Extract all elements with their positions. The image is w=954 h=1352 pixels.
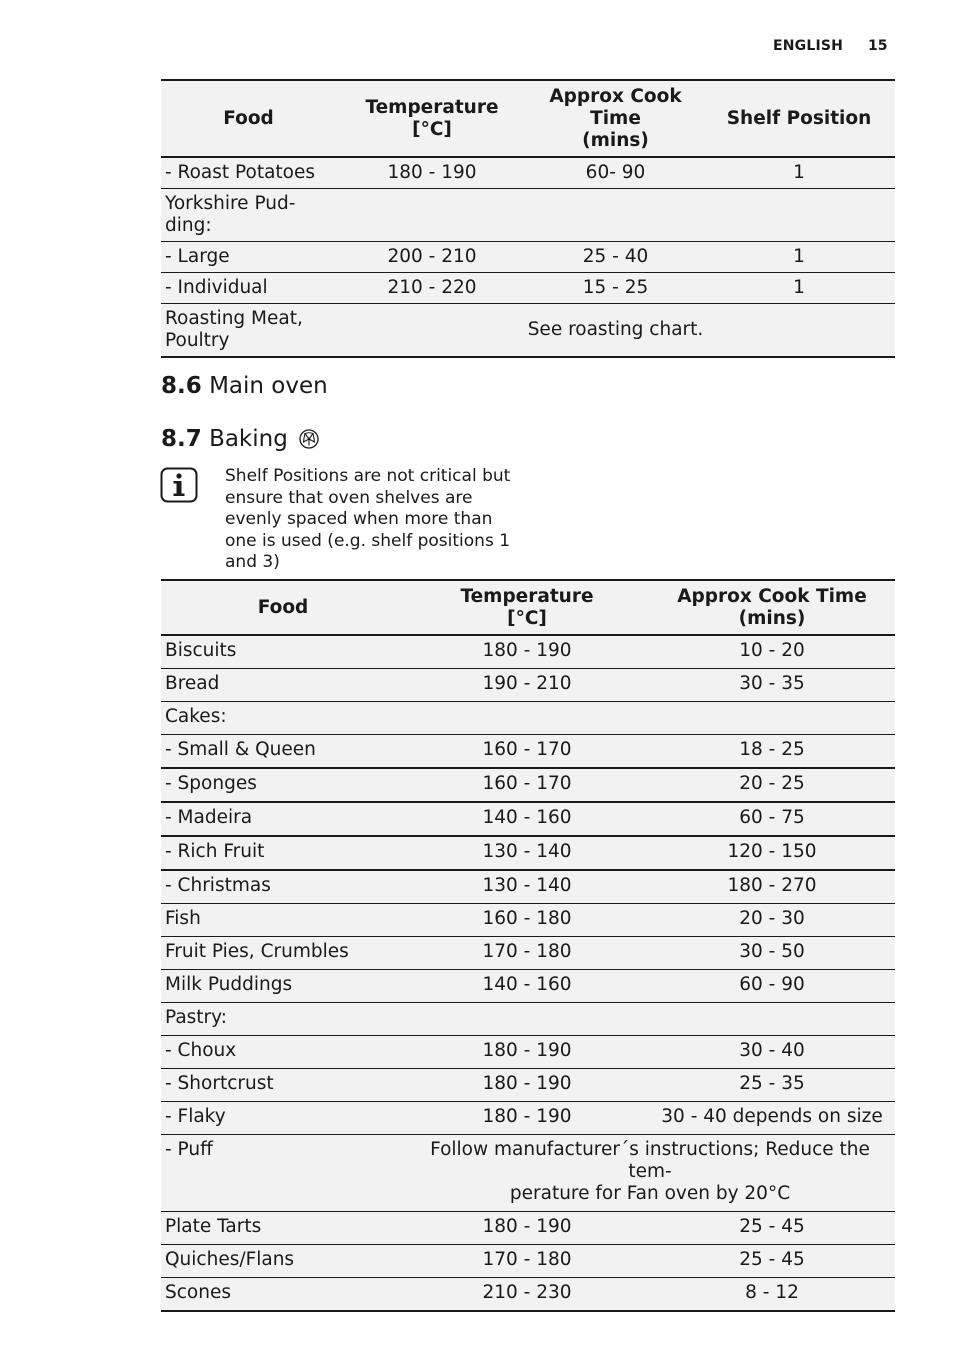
puff-instructions-line1: Follow manufacturer´s instructions; Reduce the tem- bbox=[430, 1139, 870, 1182]
food-cell: - Puff bbox=[161, 1135, 405, 1212]
header-temperature-line2: [°C] bbox=[507, 607, 547, 629]
temperature-cell bbox=[336, 189, 528, 242]
section-heading-main-oven bbox=[161, 371, 328, 401]
header-page-number: 15 bbox=[868, 38, 888, 54]
time-cell: 60 - 90 bbox=[649, 970, 895, 1003]
puff-instructions-line2: perature for Fan oven by 20°C bbox=[509, 1183, 791, 1204]
header-food: Food bbox=[161, 580, 405, 635]
table-row bbox=[161, 735, 895, 769]
header-temperature-line1: Temperature bbox=[365, 96, 499, 118]
table-row bbox=[161, 1135, 895, 1212]
temperature-cell bbox=[405, 702, 649, 735]
time-cell: 10 - 20 bbox=[649, 635, 895, 669]
time-cell bbox=[649, 702, 895, 735]
temperature-cell: 170 - 180 bbox=[405, 1245, 649, 1278]
table-row bbox=[161, 904, 895, 937]
time-cell bbox=[649, 1003, 895, 1036]
header-cook-time bbox=[649, 580, 895, 635]
header-cook-time-line2: (mins) bbox=[738, 607, 806, 629]
temperature-cell: 140 - 160 bbox=[405, 970, 649, 1003]
table-row bbox=[161, 304, 895, 358]
time-cell: 20 - 30 bbox=[649, 904, 895, 937]
shelf-cell: 1 bbox=[703, 157, 895, 189]
food-cell: - Madeira bbox=[161, 802, 405, 836]
time-cell: 30 - 40 depends on size bbox=[649, 1102, 895, 1135]
table-row bbox=[161, 1036, 895, 1069]
temperature-cell: 180 - 190 bbox=[405, 1036, 649, 1069]
food-cell: - Sponges bbox=[161, 768, 405, 802]
temperature-cell: 200 - 210 bbox=[336, 242, 528, 273]
header-temperature bbox=[336, 80, 528, 157]
temperature-cell: 160 - 170 bbox=[405, 735, 649, 769]
header-temperature-line1: Temperature bbox=[460, 585, 594, 607]
temperature-cell: 180 - 190 bbox=[405, 1069, 649, 1102]
food-cell: Fruit Pies, Crumbles bbox=[161, 937, 405, 970]
food-cell: Quiches/Flans bbox=[161, 1245, 405, 1278]
temperature-cell bbox=[405, 1003, 649, 1036]
time-cell: 30 - 40 bbox=[649, 1036, 895, 1069]
section-title: Main oven bbox=[209, 373, 328, 399]
temperature-cell: 130 - 140 bbox=[405, 836, 649, 870]
time-cell bbox=[528, 189, 703, 242]
temperature-cell: 180 - 190 bbox=[405, 1102, 649, 1135]
temperature-cell: 160 - 170 bbox=[405, 768, 649, 802]
table-row bbox=[161, 768, 895, 802]
food-cell: Biscuits bbox=[161, 635, 405, 669]
temperature-cell: 180 - 190 bbox=[336, 157, 528, 189]
baking-table bbox=[161, 579, 895, 1312]
baking-table-header bbox=[161, 580, 895, 635]
header-language: ENGLISH bbox=[773, 38, 844, 54]
time-cell: 30 - 35 bbox=[649, 669, 895, 702]
header-cook-time-line1: Approx Cook Time bbox=[677, 585, 867, 607]
table-row bbox=[161, 870, 895, 904]
section-heading-baking bbox=[161, 424, 319, 454]
food-cell: Pastry: bbox=[161, 1003, 405, 1036]
food-cell: - Shortcrust bbox=[161, 1069, 405, 1102]
table-row bbox=[161, 1003, 895, 1036]
table-row bbox=[161, 836, 895, 870]
temperature-cell: 210 - 230 bbox=[405, 1278, 649, 1312]
table-row bbox=[161, 1102, 895, 1135]
temperature-cell: 140 - 160 bbox=[405, 802, 649, 836]
food-cell bbox=[161, 304, 336, 358]
time-cell: 60- 90 bbox=[528, 157, 703, 189]
roasting-table bbox=[161, 79, 895, 358]
food-cell: - Rich Fruit bbox=[161, 836, 405, 870]
temperature-cell: 160 - 180 bbox=[405, 904, 649, 937]
food-cell: Milk Puddings bbox=[161, 970, 405, 1003]
time-cell: 25 - 45 bbox=[649, 1212, 895, 1245]
food-cell: - Christmas bbox=[161, 870, 405, 904]
info-note-text: Shelf Positions are not critical but ensure that oven shelves are evenly spaced when more than one is used (e.g. shelf positions 1 and 3) bbox=[225, 466, 511, 572]
section-number: 8.7 bbox=[161, 426, 202, 452]
food-cell: - Choux bbox=[161, 1036, 405, 1069]
food-cell: Cakes: bbox=[161, 702, 405, 735]
shelf-cell bbox=[703, 189, 895, 242]
table-row bbox=[161, 157, 895, 189]
time-cell: 18 - 25 bbox=[649, 735, 895, 769]
food-line1: Yorkshire Pud- bbox=[165, 193, 296, 214]
section-number: 8.6 bbox=[161, 373, 202, 399]
food-cell: - Small & Queen bbox=[161, 735, 405, 769]
table-row bbox=[161, 273, 895, 304]
time-cell: 120 - 150 bbox=[649, 836, 895, 870]
header-shelf-position: Shelf Position bbox=[703, 80, 895, 157]
food-cell bbox=[161, 189, 336, 242]
header-cook-time bbox=[528, 80, 703, 157]
food-cell: - Large bbox=[161, 242, 336, 273]
food-cell: Scones bbox=[161, 1278, 405, 1312]
time-cell: 20 - 25 bbox=[649, 768, 895, 802]
table-row bbox=[161, 1278, 895, 1312]
food-cell: Fish bbox=[161, 904, 405, 937]
table-row bbox=[161, 1069, 895, 1102]
info-icon bbox=[160, 467, 198, 503]
roasting-chart-note: See roasting chart. bbox=[336, 304, 895, 358]
temperature-cell: 180 - 190 bbox=[405, 635, 649, 669]
header-temperature-line2: [°C] bbox=[412, 118, 452, 140]
shelf-cell: 1 bbox=[703, 273, 895, 304]
food-line1: Roasting Meat, bbox=[165, 308, 303, 329]
table-row bbox=[161, 242, 895, 273]
time-cell: 60 - 75 bbox=[649, 802, 895, 836]
time-cell: 15 - 25 bbox=[528, 273, 703, 304]
food-cell: - Flaky bbox=[161, 1102, 405, 1135]
table-row bbox=[161, 1212, 895, 1245]
time-cell: 25 - 45 bbox=[649, 1245, 895, 1278]
temperature-cell: 180 - 190 bbox=[405, 1212, 649, 1245]
temperature-cell: 190 - 210 bbox=[405, 669, 649, 702]
table-row bbox=[161, 970, 895, 1003]
table-row bbox=[161, 189, 895, 242]
header-cook-time-line3: (mins) bbox=[582, 129, 649, 151]
food-cell: - Roast Potatoes bbox=[161, 157, 336, 189]
shelf-cell: 1 bbox=[703, 242, 895, 273]
section-title: Baking bbox=[209, 426, 288, 452]
temperature-cell: 130 - 140 bbox=[405, 870, 649, 904]
food-cell: Plate Tarts bbox=[161, 1212, 405, 1245]
table-row bbox=[161, 937, 895, 970]
food-cell: Bread bbox=[161, 669, 405, 702]
temperature-cell: 170 - 180 bbox=[405, 937, 649, 970]
roasting-table-header bbox=[161, 80, 895, 157]
puff-instructions-cell bbox=[405, 1135, 895, 1212]
time-cell: 180 - 270 bbox=[649, 870, 895, 904]
page-header bbox=[0, 38, 954, 58]
food-line2: ding: bbox=[165, 215, 212, 236]
fan-icon bbox=[299, 427, 319, 447]
time-cell: 30 - 50 bbox=[649, 937, 895, 970]
table-row bbox=[161, 802, 895, 836]
header-food: Food bbox=[161, 80, 336, 157]
time-cell: 25 - 35 bbox=[649, 1069, 895, 1102]
time-cell: 25 - 40 bbox=[528, 242, 703, 273]
table-row bbox=[161, 635, 895, 669]
food-cell: - Individual bbox=[161, 273, 336, 304]
header-temperature bbox=[405, 580, 649, 635]
food-line2: Poultry bbox=[165, 330, 230, 351]
header-cook-time-line2: Time bbox=[590, 107, 641, 129]
table-row bbox=[161, 1245, 895, 1278]
temperature-cell: 210 - 220 bbox=[336, 273, 528, 304]
table-row bbox=[161, 702, 895, 735]
time-cell: 8 - 12 bbox=[649, 1278, 895, 1312]
table-row bbox=[161, 669, 895, 702]
header-cook-time-line1: Approx Cook bbox=[549, 85, 682, 107]
